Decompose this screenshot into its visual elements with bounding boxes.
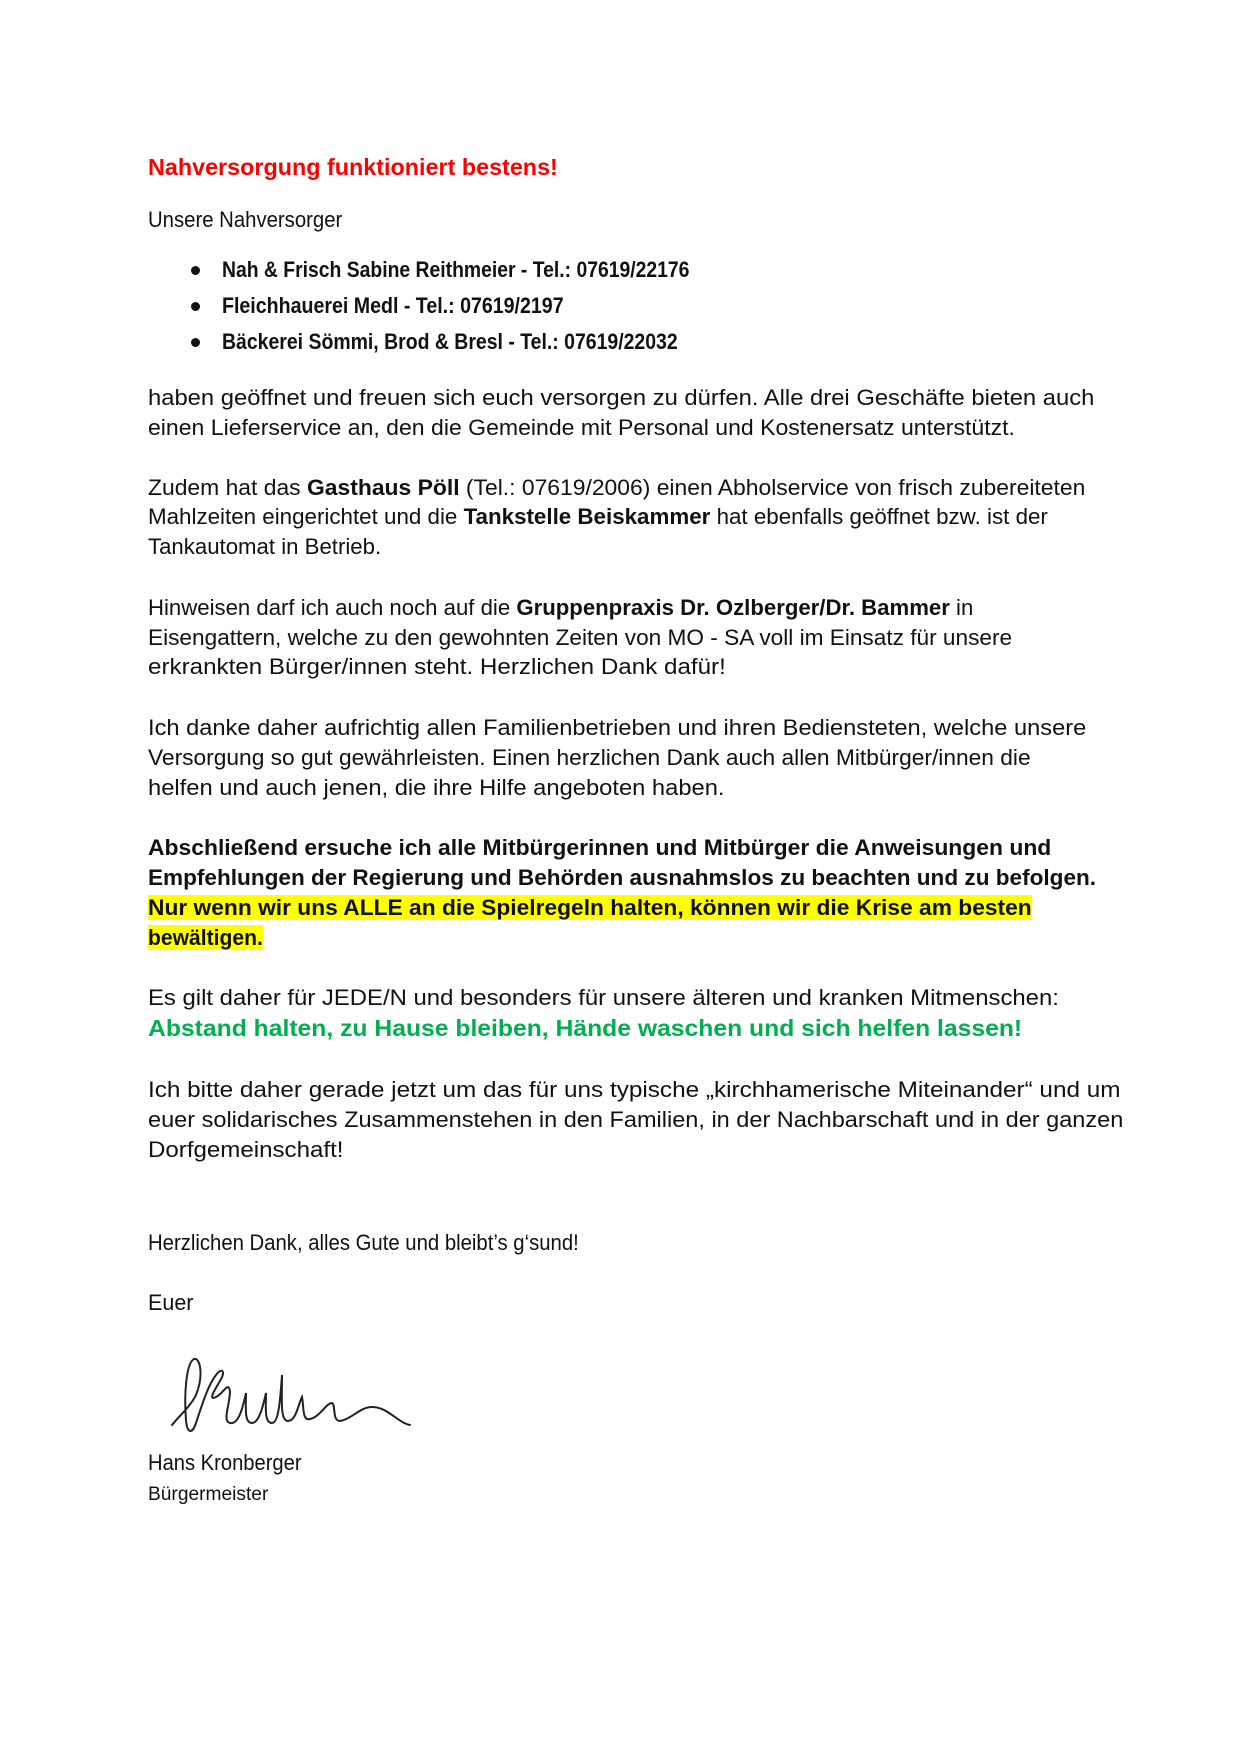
- supplier-item: Bäckerei Sömmi, Brod & Bresl - Tel.: 07619/22032: [222, 329, 678, 354]
- paragraph-line: Versorgung so gut gewährleisten. Einen herzlichen Dank auch allen Mitbürger/innen die: [148, 745, 1031, 770]
- signer-title: Bürgermeister: [148, 1484, 269, 1505]
- paragraph-line: helfen und auch jenen, die ihre Hilfe angeboten haben.: [148, 775, 725, 800]
- highlighted-line: [148, 894, 1032, 922]
- text-span: Zudem hat das: [148, 475, 307, 500]
- business-name: Gruppenpraxis Dr. Ozlberger/Dr. Bammer: [516, 595, 950, 620]
- paragraph-line: Tankautomat in Betrieb.: [148, 534, 382, 559]
- paragraph-line: Eisengattern, welche zu den gewohnten Zeiten von MO - SA voll im Einsatz für unsere: [148, 625, 1013, 650]
- text-span: Mahlzeiten eingerichtet und die: [148, 504, 464, 529]
- paragraph-line: Ich danke daher aufrichtig allen Familienbetrieben und ihren Bediensteten, welche unsere: [148, 715, 1087, 740]
- paragraph-line: euer solidarisches Zusammenstehen in den Familien, in der Nachbarschaft und in der ganzen: [148, 1107, 1124, 1132]
- highlight: Nur wenn wir uns ALLE an die Spielregeln halten, können wir die Krise am besten: [148, 895, 1032, 920]
- highlighted-line: [148, 924, 263, 952]
- page-title: Nahversorgung funktioniert bestens!: [148, 154, 558, 180]
- bullet-icon: [191, 266, 200, 275]
- highlight: .: [256, 925, 263, 950]
- business-name: Gasthaus Pöll: [306, 475, 460, 500]
- text-span: (Tel.: 07619/2006) einen Abholservice von frisch zubereiteten: [459, 475, 1086, 500]
- bullet-icon: [191, 338, 200, 347]
- signer-name: Hans Kronberger: [148, 1450, 302, 1475]
- business-name: Tankstelle Beiskammer: [463, 504, 711, 529]
- paragraph-line: [148, 503, 1048, 531]
- bullet-icon: [191, 302, 200, 311]
- paragraph-line: Empfehlungen der Regierung und Behörden ausnahmslos zu beachten und zu befolgen.: [148, 865, 1097, 890]
- paragraph-line: Es gilt daher für JEDE/N und besonders für unsere älteren und kranken Mitmenschen:: [148, 985, 1059, 1010]
- paragraph-line: haben geöffnet und freuen sich euch versorgen zu dürfen. Alle drei Geschäfte bieten auch: [148, 385, 1095, 410]
- text-span: hat ebenfalls geöffnet bzw. ist der: [710, 504, 1048, 529]
- intro-text: Unsere Nahversorger: [148, 207, 343, 232]
- text-span: in: [949, 595, 974, 620]
- paragraph-line: Abschließend ersuche ich alle Mitbürgerinnen und Mitbürger die Anweisungen und: [148, 835, 1052, 860]
- paragraph-line: [148, 474, 1085, 502]
- supplier-item: Nah & Frisch Sabine Reithmeier - Tel.: 07619/22176: [222, 257, 690, 282]
- paragraph-line: [148, 594, 973, 622]
- paragraph-line: einen Lieferservice an, den die Gemeinde mit Personal und Kostenersatz unterstützt.: [148, 415, 1015, 440]
- supplier-item: Fleichhauerei Medl - Tel.: 07619/2197: [222, 293, 564, 318]
- closing-line: Herzlichen Dank, alles Gute und bleibt’s g‘sund!: [148, 1230, 579, 1255]
- text-span: Hinweisen darf ich auch noch auf die: [148, 595, 517, 620]
- green-callout: Abstand halten, zu Hause bleiben, Hände waschen und sich helfen lassen!: [148, 1015, 1023, 1041]
- paragraph-line: erkrankten Bürger/innen steht. Herzlichen Dank dafür!: [148, 654, 726, 679]
- paragraph-line: Ich bitte daher gerade jetzt um das für uns typische „kirchhamerische Miteinander“ und um: [148, 1077, 1121, 1102]
- signature-image: [160, 1345, 460, 1455]
- paragraph-line: Dorfgemeinschaft!: [148, 1137, 344, 1162]
- salutation: Euer: [148, 1290, 194, 1315]
- highlight: bewältigen: [148, 925, 257, 950]
